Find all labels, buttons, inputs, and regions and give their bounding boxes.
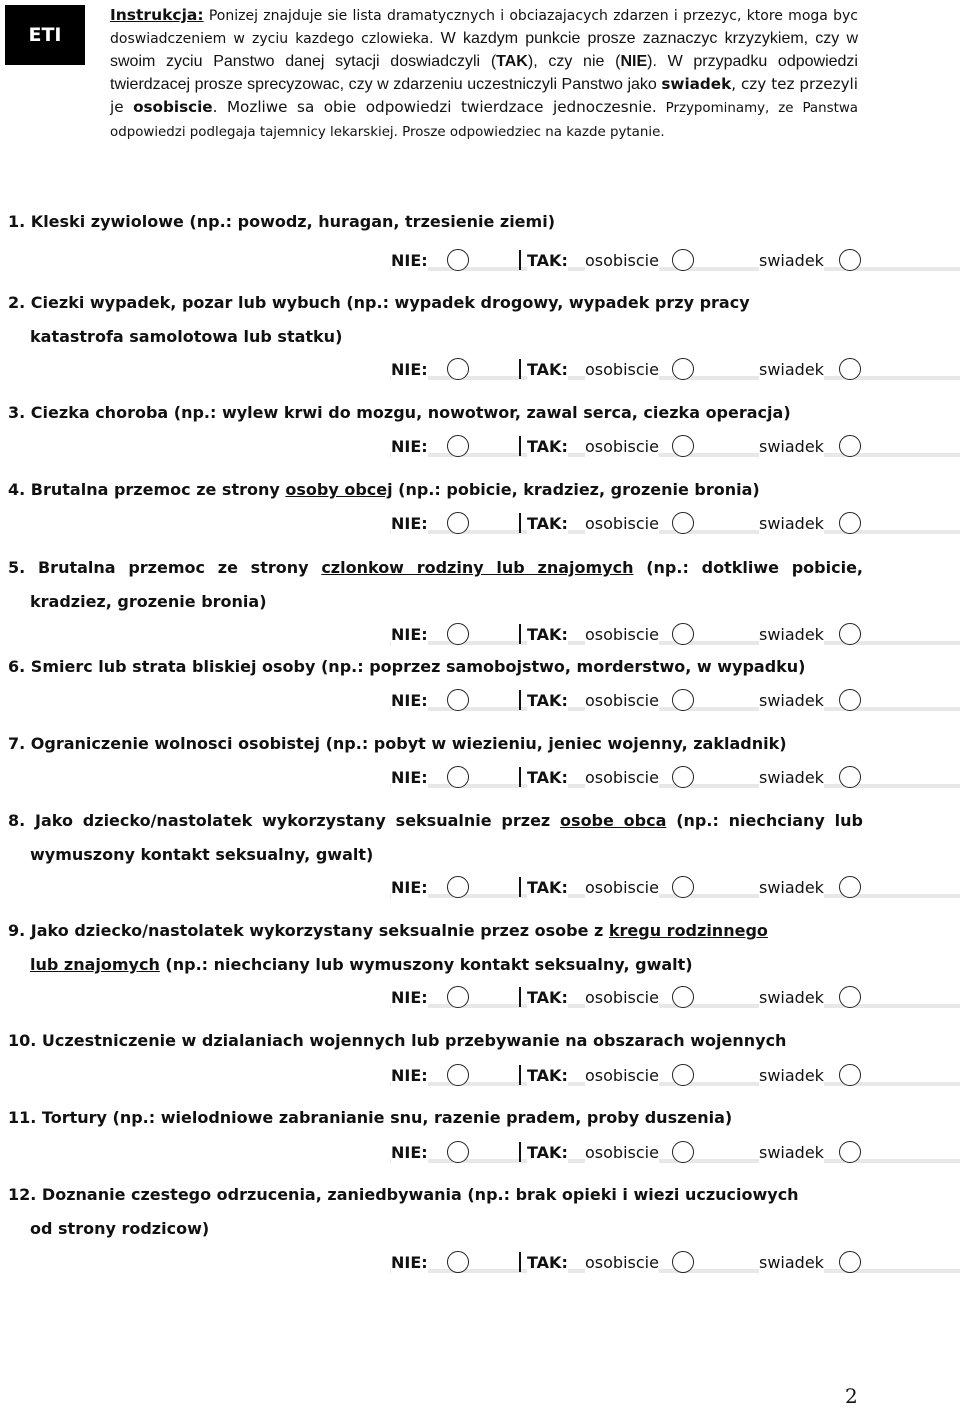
- swiadek-label: swiadek: [759, 688, 824, 714]
- answer-row: [0, 688, 960, 718]
- swiadek-checkbox[interactable]: [839, 986, 861, 1008]
- question-text-part: Smierc lub strata bliskiej osoby (np.: poprzez samobojstwo, morderstwo, w wypadku): [30, 657, 806, 676]
- osobiscie-checkbox[interactable]: [672, 876, 694, 898]
- question-text: [8, 551, 863, 585]
- swiadek-checkbox[interactable]: [839, 512, 861, 534]
- swiadek-checkbox[interactable]: [839, 358, 861, 380]
- osobiscie-label: osobiscie: [585, 985, 659, 1011]
- question-text: [8, 320, 863, 354]
- nie-label: NIE:: [391, 1250, 428, 1276]
- question-text: [8, 1212, 863, 1246]
- question-text-part: Ciezka choroba (np.: wylew krwi do mozgu, nowotwor, zawal serca, ciezka operacja): [30, 403, 791, 422]
- osobiscie-checkbox[interactable]: [672, 358, 694, 380]
- question-number: 5.: [8, 558, 26, 577]
- question-text: [8, 1101, 863, 1135]
- separator: [519, 513, 521, 533]
- question-text-part: kradziez, grozenie bronia): [30, 592, 267, 611]
- question-text: [8, 1178, 863, 1212]
- swiadek-label: swiadek: [759, 1250, 824, 1276]
- emphasized-text: lub znajomych: [30, 955, 160, 974]
- swiadek-label: swiadek: [759, 875, 824, 901]
- page-number: 2: [845, 1384, 858, 1408]
- separator: [519, 987, 521, 1007]
- question-number: 4.: [8, 480, 26, 499]
- question-3: [8, 396, 863, 430]
- emphasized-text: osoby obcej: [285, 480, 393, 499]
- instructions-swiadek: swiadek: [661, 75, 732, 93]
- osobiscie-label: osobiscie: [585, 875, 659, 901]
- question-number: 12.: [8, 1185, 37, 1204]
- nie-checkbox[interactable]: [447, 623, 469, 645]
- question-text: [8, 473, 863, 507]
- nie-checkbox[interactable]: [447, 986, 469, 1008]
- question-text-part: wymuszony kontakt seksualny, gwalt): [30, 845, 374, 864]
- instructions-text-2: W kazdym punkcie prosze zaznaczyc krzyzykiem, czy w swoim zyciu Panstwo danej sytacji doswiadczyli (: [110, 30, 858, 70]
- swiadek-label: swiadek: [759, 511, 824, 537]
- question-text-part: Brutalna przemoc ze strony: [30, 480, 286, 499]
- question-number: 8.: [8, 811, 26, 830]
- swiadek-label: swiadek: [759, 357, 824, 383]
- question-text-part: Ciezki wypadek, pozar lub wybuch (np.: wypadek drogowy, wypadek przy pracy: [30, 293, 750, 312]
- osobiscie-checkbox[interactable]: [672, 435, 694, 457]
- osobiscie-label: osobiscie: [585, 248, 659, 274]
- nie-label: NIE:: [391, 688, 428, 714]
- question-text: [8, 948, 863, 982]
- answer-row: [0, 357, 960, 387]
- nie-checkbox[interactable]: [447, 876, 469, 898]
- swiadek-checkbox[interactable]: [839, 249, 861, 271]
- emphasized-text: kregu rodzinnego: [608, 921, 768, 940]
- osobiscie-label: osobiscie: [585, 1250, 659, 1276]
- question-text-part: (np.: pobicie, kradziez, grozenie bronia): [392, 480, 760, 499]
- instructions-text-1: Ponizej znajduje sie lista dramatycznych i obciazajacych zdarzen i przezyc, ktore moga byc doswiadczeniem w zyciu kazdego czlowieka.: [110, 8, 858, 47]
- nie-checkbox[interactable]: [447, 512, 469, 534]
- nie-checkbox[interactable]: [447, 358, 469, 380]
- osobiscie-label: osobiscie: [585, 688, 659, 714]
- nie-label: NIE:: [391, 765, 428, 791]
- instructions-text-3: ), czy nie (: [527, 53, 621, 70]
- answer-row: [0, 511, 960, 541]
- emphasized-text: czlonkow rodziny lub znajomych: [321, 558, 634, 577]
- nie-label: NIE:: [391, 248, 428, 274]
- question-number: 9.: [8, 921, 26, 940]
- question-text-part: Brutalna przemoc ze strony: [37, 558, 322, 577]
- question-text: [8, 1024, 863, 1058]
- osobiscie-label: osobiscie: [585, 357, 659, 383]
- swiadek-label: swiadek: [759, 1063, 824, 1089]
- swiadek-checkbox[interactable]: [839, 435, 861, 457]
- tak-label: TAK:: [527, 1063, 568, 1089]
- question-text: [8, 914, 863, 948]
- question-text: [8, 650, 863, 684]
- nie-label: NIE:: [391, 511, 428, 537]
- osobiscie-label: osobiscie: [585, 622, 659, 648]
- question-10: [8, 1024, 863, 1058]
- question-text-part: Jako dziecko/nastolatek wykorzystany seksualnie przez: [35, 811, 561, 830]
- separator: [519, 1142, 521, 1162]
- nie-label: NIE:: [391, 622, 428, 648]
- question-text: [8, 727, 863, 761]
- answer-row: [0, 622, 960, 652]
- question-12: [8, 1178, 863, 1246]
- tak-label: TAK:: [527, 765, 568, 791]
- tak-label: TAK:: [527, 1140, 568, 1166]
- osobiscie-checkbox[interactable]: [672, 689, 694, 711]
- swiadek-checkbox[interactable]: [839, 1251, 861, 1273]
- tak-label: TAK:: [527, 985, 568, 1011]
- instructions-text-6: . Mozliwe sa obie odpowiedzi twierdzace jednoczesnie.: [212, 98, 657, 116]
- osobiscie-checkbox[interactable]: [672, 1064, 694, 1086]
- question-text-part: (np.: dotkliwe pobicie,: [633, 558, 863, 577]
- answer-row: [0, 1140, 960, 1170]
- question-11: [8, 1101, 863, 1135]
- nie-checkbox[interactable]: [447, 249, 469, 271]
- swiadek-label: swiadek: [759, 985, 824, 1011]
- swiadek-checkbox[interactable]: [839, 1141, 861, 1163]
- question-text: [8, 396, 863, 430]
- question-text-part: katastrofa samolotowa lub statku): [30, 327, 343, 346]
- answer-row: [0, 1250, 960, 1280]
- question-number: 6.: [8, 657, 26, 676]
- nie-checkbox[interactable]: [447, 435, 469, 457]
- osobiscie-label: osobiscie: [585, 1063, 659, 1089]
- tak-label: TAK:: [527, 622, 568, 648]
- question-text: [8, 804, 863, 838]
- question-text-part: od strony rodzicow): [30, 1219, 210, 1238]
- eti-logo: ETI: [5, 5, 85, 65]
- tak-label: TAK:: [527, 1250, 568, 1276]
- instructions: [110, 4, 858, 144]
- question-text-part: Uczestniczenie w dzialaniach wojennych lub przebywanie na obszarach wojennych: [41, 1031, 787, 1050]
- nie-label: NIE:: [391, 434, 428, 460]
- separator: [519, 1065, 521, 1085]
- instructions-osobiscie: osobiscie: [133, 98, 213, 116]
- question-text-part: Ograniczenie wolnosci osobistej (np.: pobyt w wiezieniu, jeniec wojenny, zakladnik): [30, 734, 787, 753]
- instructions-nie: NIE: [620, 53, 648, 70]
- separator: [519, 624, 521, 644]
- nie-label: NIE:: [391, 1140, 428, 1166]
- answer-row: [0, 875, 960, 905]
- question-4: [8, 473, 863, 507]
- question-5: [8, 551, 863, 619]
- emphasized-text: osobe obca: [560, 811, 667, 830]
- tak-label: TAK:: [527, 875, 568, 901]
- question-text-part: (np.: niechciany lub wymuszony kontakt seksualny, gwalt): [159, 955, 693, 974]
- swiadek-checkbox[interactable]: [839, 876, 861, 898]
- instructions-tak: TAK: [496, 53, 528, 70]
- answer-row: [0, 765, 960, 795]
- separator: [519, 436, 521, 456]
- swiadek-checkbox[interactable]: [839, 689, 861, 711]
- question-number: 3.: [8, 403, 26, 422]
- question-number: 11.: [8, 1108, 37, 1127]
- nie-checkbox[interactable]: [447, 689, 469, 711]
- separator: [519, 767, 521, 787]
- question-text: [8, 205, 863, 239]
- tak-label: TAK:: [527, 434, 568, 460]
- question-1: [8, 205, 863, 239]
- question-number: 1.: [8, 212, 26, 231]
- question-number: 10.: [8, 1031, 37, 1050]
- osobiscie-checkbox[interactable]: [672, 512, 694, 534]
- swiadek-checkbox[interactable]: [839, 766, 861, 788]
- question-9: [8, 914, 863, 982]
- question-text-part: Tortury (np.: wielodniowe zabranianie snu, razenie pradem, proby duszenia): [41, 1108, 733, 1127]
- nie-label: NIE:: [391, 1063, 428, 1089]
- osobiscie-checkbox[interactable]: [672, 1251, 694, 1273]
- osobiscie-checkbox[interactable]: [672, 623, 694, 645]
- nie-checkbox[interactable]: [447, 766, 469, 788]
- question-6: [8, 650, 863, 684]
- question-8: [8, 804, 863, 872]
- nie-label: NIE:: [391, 985, 428, 1011]
- nie-checkbox[interactable]: [447, 1064, 469, 1086]
- question-text-part: (np.: niechciany lub: [666, 811, 863, 830]
- answer-row: [0, 985, 960, 1015]
- question-text: [8, 838, 863, 872]
- tak-label: TAK:: [527, 357, 568, 383]
- swiadek-label: swiadek: [759, 622, 824, 648]
- question-number: 7.: [8, 734, 26, 753]
- separator: [519, 1252, 521, 1272]
- question-number: 2.: [8, 293, 26, 312]
- separator: [519, 250, 521, 270]
- osobiscie-label: osobiscie: [585, 765, 659, 791]
- swiadek-checkbox[interactable]: [839, 623, 861, 645]
- swiadek-label: swiadek: [759, 434, 824, 460]
- nie-label: NIE:: [391, 357, 428, 383]
- question-text-part: Doznanie czestego odrzucenia, zaniedbywania (np.: brak opieki i wiezi uczuciowych: [41, 1185, 799, 1204]
- osobiscie-label: osobiscie: [585, 511, 659, 537]
- instructions-text-5: , czy tez przezyli je: [110, 75, 858, 116]
- answer-row: [0, 1063, 960, 1093]
- osobiscie-label: osobiscie: [585, 434, 659, 460]
- instructions-text-4: ). W przypadku odpowiedzi twierdzacej prosze sprecyzowac, czy w zdarzeniu uczestniczyli Panstwo jako: [110, 53, 858, 93]
- instructions-text-7: Przypominamy, ze Panstwa odpowiedzi podlegaja tajemnicy lekarskiej. Prosze odpowiedziec na kazde pytanie.: [110, 101, 858, 140]
- swiadek-label: swiadek: [759, 1140, 824, 1166]
- osobiscie-checkbox[interactable]: [672, 249, 694, 271]
- swiadek-checkbox[interactable]: [839, 1064, 861, 1086]
- question-text-part: Kleski zywiolowe (np.: powodz, huragan, trzesienie ziemi): [30, 212, 555, 231]
- osobiscie-checkbox[interactable]: [672, 986, 694, 1008]
- nie-checkbox[interactable]: [447, 1251, 469, 1273]
- answer-row: [0, 248, 960, 278]
- tak-label: TAK:: [527, 688, 568, 714]
- tak-label: TAK:: [527, 511, 568, 537]
- question-text: [8, 585, 863, 619]
- question-text: [8, 286, 863, 320]
- separator: [519, 877, 521, 897]
- question-text-part: Jako dziecko/nastolatek wykorzystany seksualnie przez osobe z: [30, 921, 609, 940]
- question-2: [8, 286, 863, 354]
- instructions-header: Instrukcja:: [110, 6, 204, 24]
- swiadek-label: swiadek: [759, 765, 824, 791]
- nie-checkbox[interactable]: [447, 1141, 469, 1163]
- tak-label: TAK:: [527, 248, 568, 274]
- question-7: [8, 727, 863, 761]
- osobiscie-label: osobiscie: [585, 1140, 659, 1166]
- answer-row: [0, 434, 960, 464]
- nie-label: NIE:: [391, 875, 428, 901]
- swiadek-label: swiadek: [759, 248, 824, 274]
- osobiscie-checkbox[interactable]: [672, 766, 694, 788]
- separator: [519, 359, 521, 379]
- osobiscie-checkbox[interactable]: [672, 1141, 694, 1163]
- separator: [519, 690, 521, 710]
